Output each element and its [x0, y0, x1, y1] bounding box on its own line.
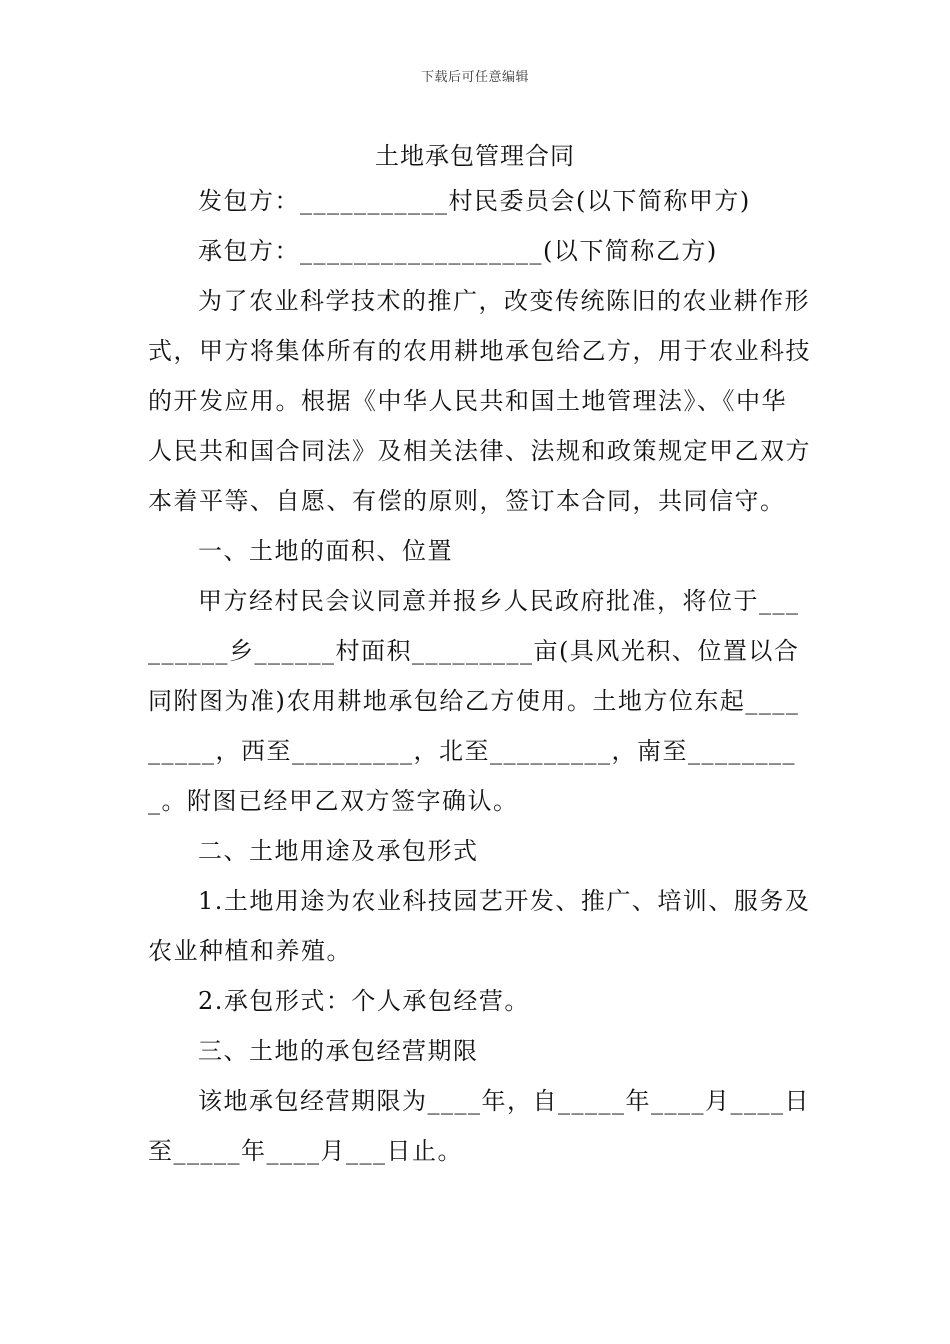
section-2-heading: 二、土地用途及承包形式	[198, 837, 479, 865]
section-3-heading: 三、土地的承包经营期限	[198, 1037, 479, 1065]
section-3-paragraph: 该地承包经营期限为____年，自_____年____月____日至_____年____月___日止。	[148, 1087, 810, 1165]
document-title: 土地承包管理合同	[375, 142, 575, 170]
section-1-paragraph: 甲方经村民会议同意并报乡人民政府批准，将位于_________乡______村面积_________亩(具风光积、位置以合同附图为准)农用耕地承包给乙方使用。土地方位东起_________，西至_________，北至_________，南至_________。附图已经甲乙双方签字确认。	[148, 587, 800, 815]
section-1-heading: 一、土地的面积、位置	[198, 537, 453, 565]
section-2-item-2: 2.承包形式：个人承包经营。	[198, 987, 530, 1015]
party-a-line: 发包方：___________村民委员会(以下简称甲方)	[198, 187, 751, 215]
document-body	[148, 176, 812, 1176]
header-watermark: 下载后可任意编辑	[420, 70, 529, 85]
preamble-paragraph: 为了农业科学技术的推广，改变传统陈旧的农业耕作形式，甲方将集体所有的农用耕地承包给乙方，用于农业科技的开发应用。根据《中华人民共和国土地管理法》、《中华人民共和国合同法》及相关法律、法规和政策规定甲乙双方本着平等、自愿、有偿的原则，签订本合同，共同信守。	[148, 287, 811, 515]
party-b-line: 承包方：__________________(以下简称乙方)	[198, 237, 718, 265]
section-2-item-1: 1.土地用途为农业科技园艺开发、推广、培训、服务及农业种植和养殖。	[148, 887, 811, 965]
